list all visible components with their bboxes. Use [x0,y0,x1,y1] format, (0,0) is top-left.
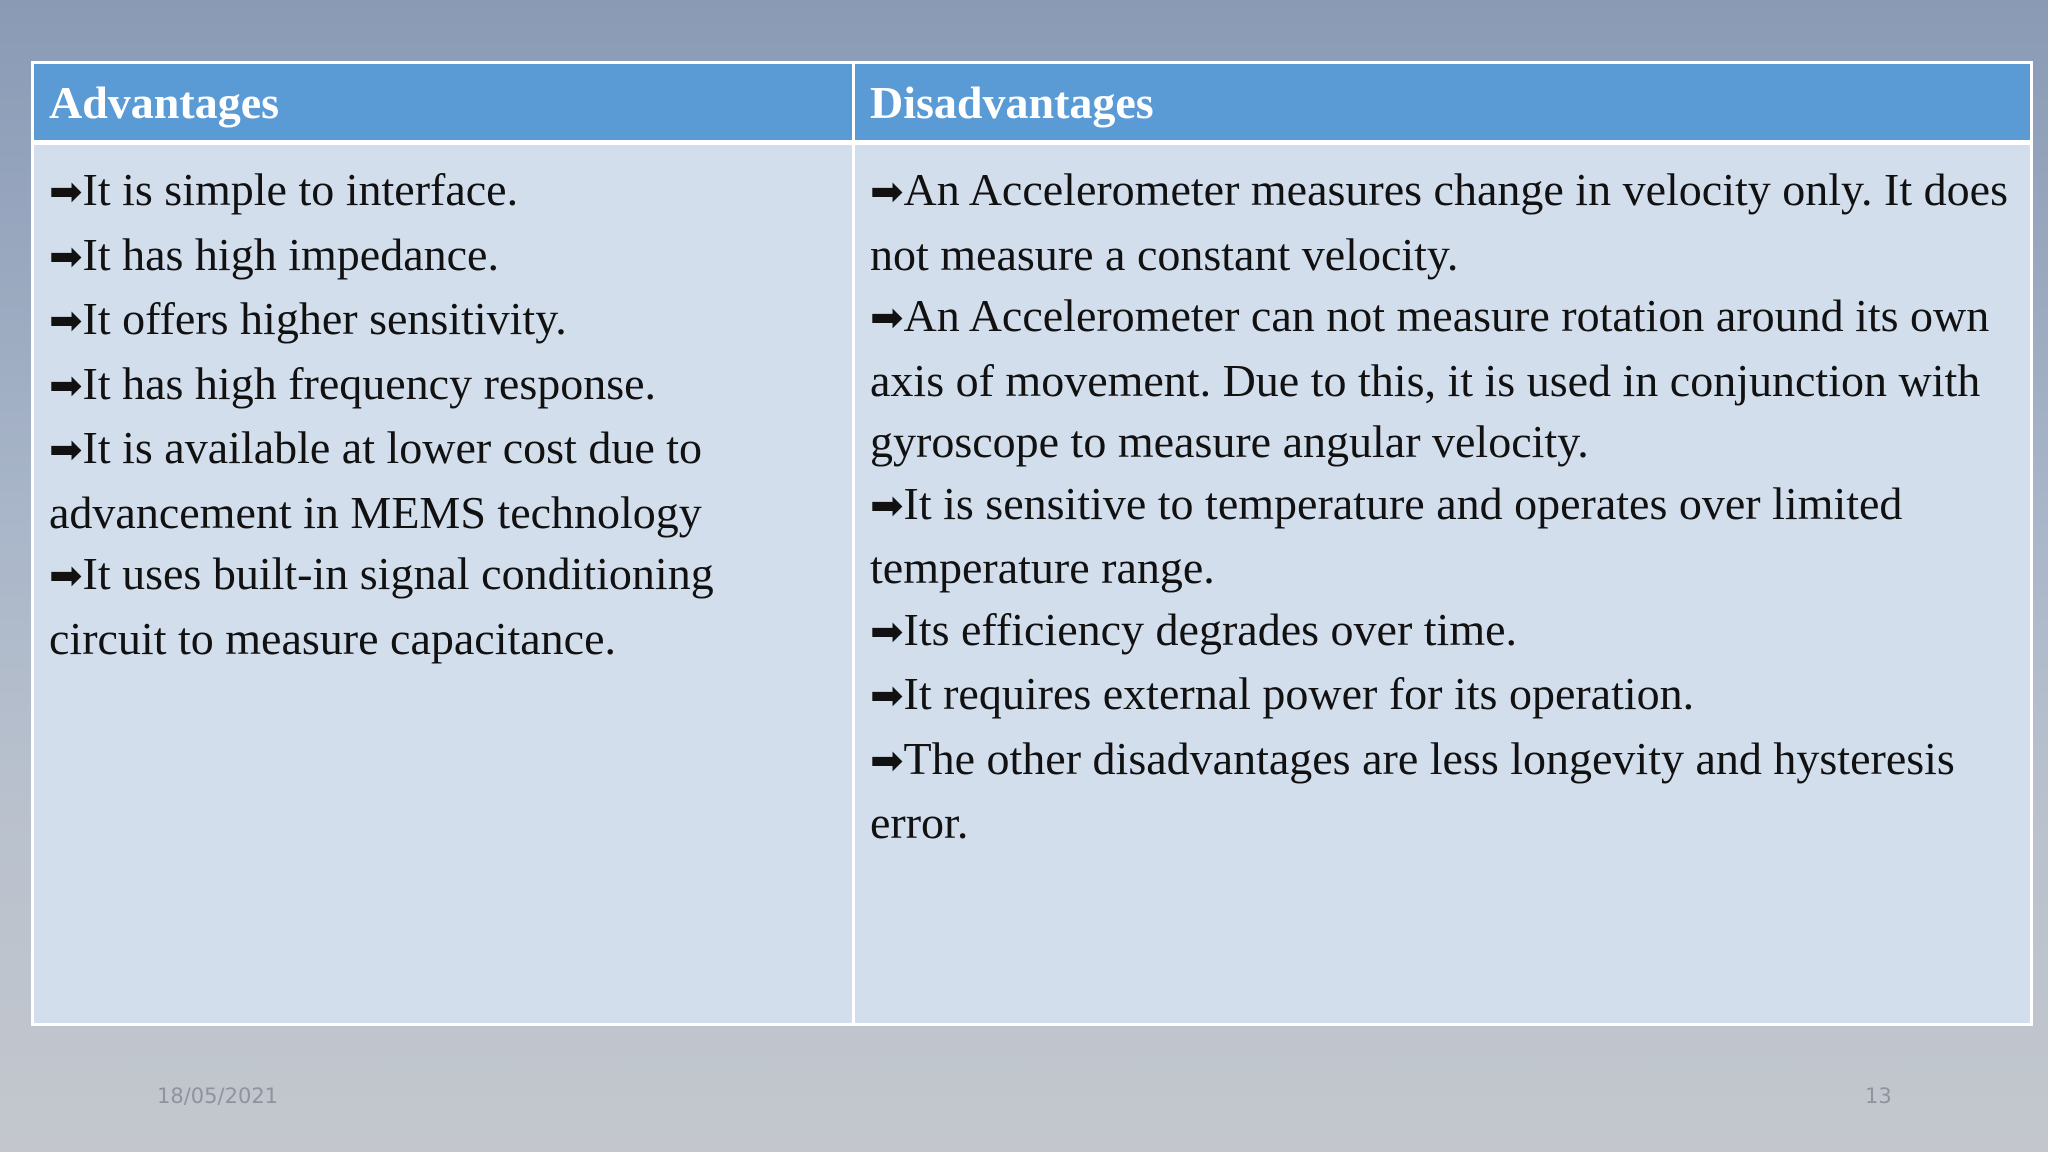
disadvantage-item: ➡It requires external power for its operation. [870,668,1695,719]
right-arrow-icon: ➡ [49,362,83,409]
table-header-row [33,63,2032,143]
disadvantage-item: ➡An Accelerometer measures change in velocity only. It does not measure a constant velocity. [870,164,2008,280]
disadvantage-item: ➡Its efficiency degrades over time. [870,603,1518,655]
right-arrow-icon: ➡ [870,482,904,529]
disadvantages-header: Disadvantages [854,63,2032,143]
comparison-table [31,61,2033,1026]
right-arrow-icon: ➡ [870,673,904,719]
disadvantage-item: ➡An Accelerometer can not measure rotation around its own axis of movement. Due to this, it is used in conjunction with gyroscope to measure angular velocity. [870,290,1990,467]
right-arrow-icon: ➡ [49,233,83,280]
advantage-item: ➡It has high impedance. [49,228,499,280]
right-arrow-icon: ➡ [870,169,904,215]
right-arrow-icon: ➡ [870,608,904,655]
table-body-row [33,143,2032,1025]
slide-page-number: 13 [1865,1084,1892,1108]
advantage-item: ➡It has high frequency response. [49,357,657,409]
advantage-item: ➡It uses built-in signal conditioning circuit to measure capacitance. [49,548,714,664]
advantage-item: ➡It is simple to interface. [49,164,519,215]
disadvantages-cell [854,143,2032,1025]
disadvantage-item: ➡It is sensitive to temperature and operates over limited temperature range. [870,477,1903,593]
slide-date: 18/05/2021 [157,1084,279,1108]
disadvantage-item: ➡The other disadvantages are less longevity and hysteresis error. [870,732,1955,848]
right-arrow-icon: ➡ [49,427,83,473]
right-arrow-icon: ➡ [49,553,83,599]
right-arrow-icon: ➡ [870,295,904,341]
advantages-header: Advantages [33,63,854,143]
advantage-item: ➡It is available at lower cost due to advancement in MEMS technology [49,422,703,538]
advantage-item: ➡It offers higher sensitivity. [49,293,567,344]
right-arrow-icon: ➡ [49,169,83,215]
right-arrow-icon: ➡ [49,298,83,344]
right-arrow-icon: ➡ [870,737,904,784]
advantages-cell [33,143,854,1025]
